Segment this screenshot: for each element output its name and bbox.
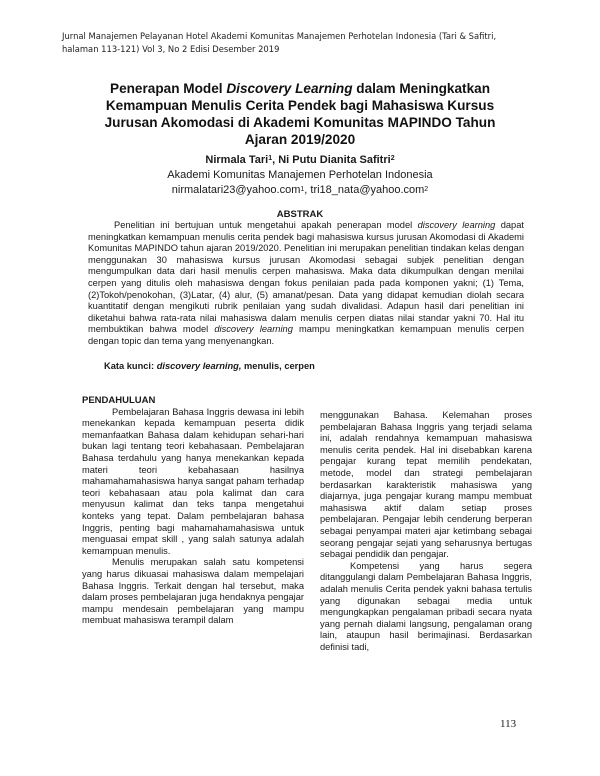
email-1[interactable]: nirmalatari23@yahoo.com: [171, 184, 301, 196]
page-number: 113: [500, 718, 517, 730]
title-italic: Discovery Learning: [226, 81, 353, 96]
keywords: [104, 361, 524, 371]
abstract-text-1: Penelitian ini bertujuan untuk mengetahui apakah penerapan model: [114, 220, 418, 230]
title-part1: Penerapan Model: [110, 81, 227, 96]
author-1: Nirmala Tari: [205, 154, 269, 166]
abstract-italic-2: discovery learning: [214, 324, 293, 335]
abstract-text-3: mampu meningkatkan kemampuan menulis cerpen dengan topic dan tema yang menyenangkan.: [88, 324, 525, 346]
email-2-sup: 2: [424, 186, 429, 193]
abstract-body: [88, 220, 524, 348]
email-separator: ,: [304, 184, 311, 196]
author-1-sup: 1: [268, 155, 273, 162]
keywords-label: Kata kunci:: [104, 361, 157, 371]
paragraph-2: Menulis merupakan salah satu kompetensi yang harus dikuasai mahasiswa dalam mempelajari Bahasa Inggris. Terkait dengan hal tersebut, maka dalam proses pembelajaran juga hendaknya pengajar mampu mendesain pembelajaran yang mampu membuat mahasiswa terampil dalam: [82, 557, 304, 626]
abstract-heading: ABSTRAK: [276, 209, 324, 220]
abstract-text-2: dapat meningkatkan kemampuan menulis cerita pendek bagi mahasiswa kursus jurusan Akomodasi di Akademi Komunitas MAPINDO tahun ajaran 2019/2020. Penelitian ini merupakan penelitian tindakan kelas dengan menggunakan 30 mahasiswa kursus jurusan Akomodasi sebagai subjek penelitian dengan mengumpulkan data dari hasil menulis cerpen mahasiswa. Maka data dikumpulkan dengan menilai cerpen yang ditulis oleh mahasiswa dengan fokus penilaian pada pada komponen yakni; (1) Tema, (2)Tokoh/penokohan, (3)Latar, (4) alur, (5) amanat/pesan. Data yang didapat kemudian diolah secara kuantitatif dengan mengikuti rubrik penilaian yang sudah divalidasi. Adapun hasil dari penelitian ini diketahui bahwa rata-rata nilai mahasiswa dalam menulis cerpen diatas nilai standar yakni 70. Hal itu membuktikan bahwa model: [88, 220, 524, 335]
title-part2: dalam Meningkatkan Kemampuan Menulis Cerita Pendek bagi Mahasiswa Kursus Jurusan Akomodasi di Akademi Komunitas MAPINDO Tahun Ajaran 2019/2020: [104, 81, 496, 147]
keywords-rest: menulis, cerpen: [241, 361, 315, 371]
author-2: Ni Putu Dianita Safitri: [278, 154, 391, 166]
abstract-italic-1: discovery learning: [417, 220, 496, 230]
email-line: [100, 183, 500, 198]
paper-title: [100, 80, 500, 148]
right-column: [320, 410, 532, 653]
paragraph-1: Pembelajaran Bahasa Inggris dewasa ini lebih menekankan kepada kemampuan peserta didik memanfaatkan Bahasa dalam kehidupan sehari-hari bukan lagi tentang teori kebahasaan. Pembelajaran Bahasa terdahulu yang hanya menekankan kepada materi teori kebahasaan hasilnya mahamahamahasiswa hanya sangat paham terhadap teori kebahasaan atau pola kalimat dan cara menyusun kalimat dan teks tanpa mengetahui konteks yang tepat. Dalam pembelajaran bahasa Inggris, penting bagi mahamahamahasiswa untuk menguasai empat skill , yang salah satunya adalah kemampuan menulis.: [82, 406, 304, 556]
affiliation: Akademi Komunitas Manajemen Perhotelan Indonesia: [167, 169, 433, 181]
paragraph-4: Kompetensi yang harus segera ditanggulangi dalam Pembelajaran Bahasa Inggris, adalah menulis Cerita pendek yakni bahasa tertulis yang digunakan sebagai media untuk mengungkapkan pengalaman pribadi secara nyata yang pernah dialami langsung, pengalaman orang lain, ataupun hasil berimajinasi. Berdasarkan definisi tadi,: [320, 560, 532, 652]
author-2-sup: 2: [390, 155, 395, 162]
email-1-sup: 1: [300, 186, 305, 193]
paragraph-3: menggunakan Bahasa. Kelemahan proses pembelajaran Bahasa Inggris yang terjadi selama ini, adalah rendahnya kemampuan mahasiswa menulis cerita pendek. Hal ini disebabkan karena pengajar kurang tepat memilih pendekatan, metode, model dan strategi pembelajaran berdasarkan karakteristik mahasiswa yang diajarnya, juga pengajar kurang mampu membuat mahasiswa aktif dalam setiap proses pembelajaran. Pengajar lebih cenderung berperan sebagai penyampai materi ajar ketimbang sebagai seorang pengajar sejati yang seharusnya bertugas sebagai pendidik dan pengajar.: [320, 410, 532, 560]
running-head: Jurnal Manajemen Pelayanan Hotel Akademi Komunitas Manajemen Perhotelan Indonesia (Tari & Safitri, halaman 113-121) Vol 3, No 2 Edisi Desember 2019: [62, 31, 497, 54]
author-separator: ,: [272, 154, 279, 166]
section-heading: PENDAHULUAN: [82, 395, 156, 406]
author-line: [100, 152, 500, 168]
email-2[interactable]: tri18_nata@yahoo.com: [310, 184, 425, 196]
keywords-italic: discovery learning,: [156, 361, 242, 371]
left-column: [82, 395, 304, 627]
